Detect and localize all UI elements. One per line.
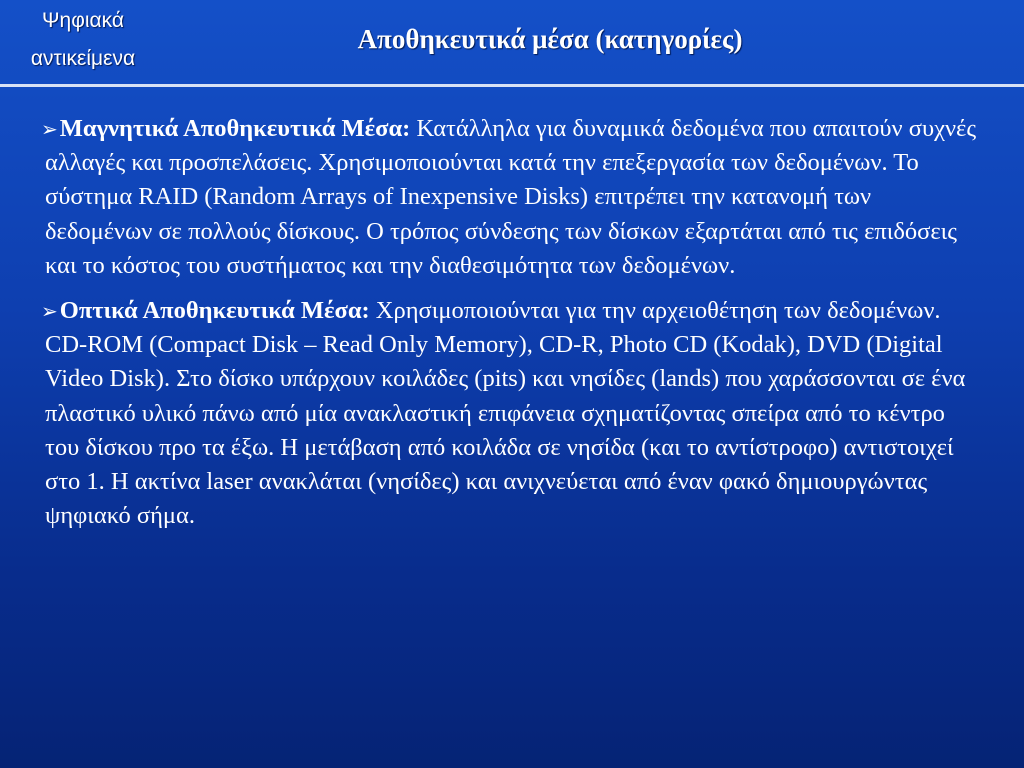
section-label-line2: αντικείμενα bbox=[30, 47, 136, 70]
bullet-magnetic-media bbox=[41, 112, 980, 283]
bullet-heading: Μαγνητικά Αποθηκευτικά Μέσα: bbox=[59, 115, 411, 142]
bullet-optical-media bbox=[41, 294, 980, 533]
bullet-text: Χρησιμοποιούνται για την αρχειοθέτηση των δεδομένων. CD-ROM (Compact Disk – Read Only Memory), CD-R, Photo CD (Kodak), DVD (Digital Video Disk). Στο δίσκο υπάρχουν κοιλάδες (pits) και νησίδες (lands) που χαράσσονται σε ένα πλαστικό υλικό πάνω από μία ανακλαστική επιφάνεια σχηματίζοντας σπείρα από το κέντρο του δίσκου προ τα έξω. Η μετάβαση από κοιλάδα σε νησίδα (και το αντίστροφο) αντιστοιχεί στο 1. Η ακτίνα laser ανακλάται (νησίδες) και ανιχνεύεται από έναν φακό δημιουργώντας ψηφιακό σήμα. bbox=[45, 297, 966, 530]
arrow-bullet-icon: ➢ bbox=[41, 299, 58, 324]
slide-header bbox=[0, 0, 1024, 84]
section-label-line1: Ψηφιακά bbox=[41, 9, 125, 32]
bullet-text: Κατάλληλα για δυναμικά δεδομένα που απαιτούν συχνές αλλαγές και προσπελάσεις. Χρησιμοποιούνται κατά την επεξεργασία των δεδομένων. Το σύστημα RAID (Random Arrays of Inexpensive Disks) επιτρέπει την κατανομή των δεδομένων σε πολλούς δίσκους. Ο τρόπος σύνδεσης των δίσκων εξαρτάται από τις επιδόσεις και το κόστος του συστήματος και την διαθεσιμότητα των δεδομένων. bbox=[45, 115, 977, 279]
arrow-bullet-icon: ➢ bbox=[41, 117, 58, 141]
header-divider bbox=[0, 84, 1024, 87]
slide-body bbox=[41, 112, 980, 544]
section-label bbox=[8, 2, 158, 78]
slide-title: Αποθηκευτικά μέσα (κατηγορίες) bbox=[357, 24, 743, 54]
bullet-heading: Οπτικά Αποθηκευτικά Μέσα: bbox=[59, 297, 370, 325]
